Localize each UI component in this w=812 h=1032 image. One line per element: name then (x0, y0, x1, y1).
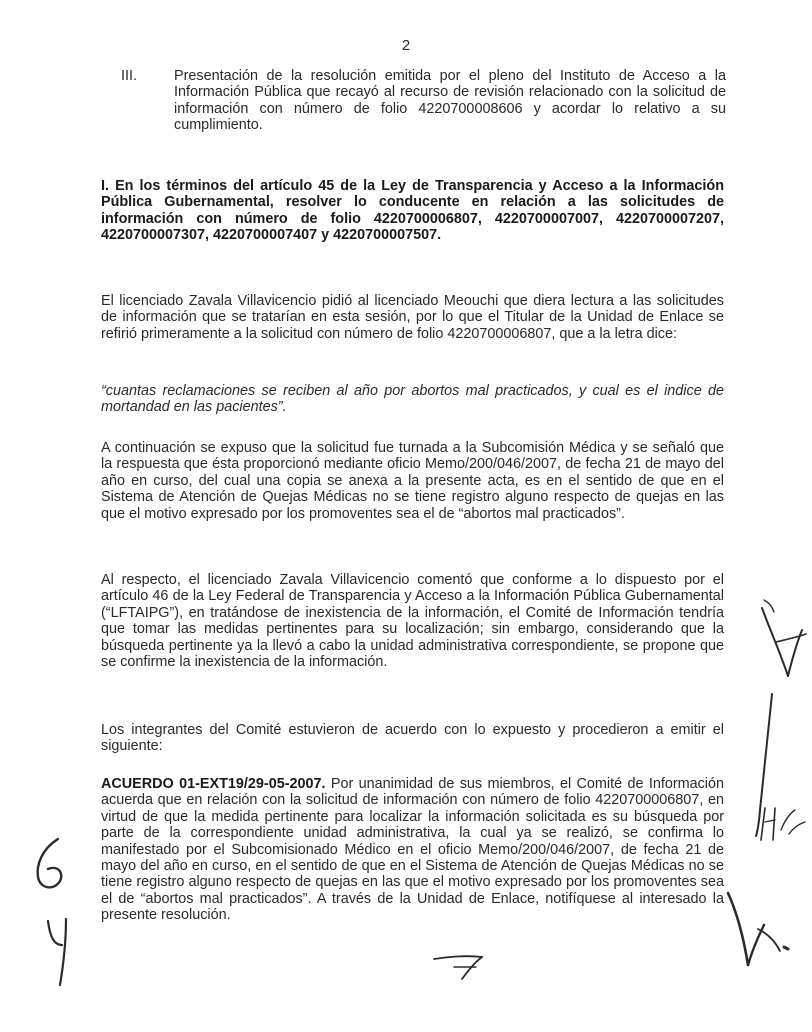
paragraph-request-reading: El licenciado Zavala Villavicencio pidió al licenciado Meouchi que diera lectura a las solicitudes de información que se tratarían en esta sesión, por lo que el Titular de la Unidad de Enlace se refirió primeramente a la solicitud con número de folio 4220700006807, que a la letra dice: (101, 293, 724, 342)
agenda-item-text: Presentación de la resolución emitida por el pleno del Instituto de Acceso a la Información Pública que recayó al recurso de revisión relacionado con la solicitud de información con número de folio 4220700008606 y acordar lo relativo a su cumplimiento. (174, 68, 726, 134)
signature-bottom-right (718, 885, 812, 985)
initial-y-left (40, 915, 80, 990)
paragraph-legal-basis: Al respecto, el licenciado Zavala Villavicencio comentó que conforme a lo dispuesto por el artículo 46 de la Ley Federal de Transparencia y Acceso a la Información Pública Gubernamental (“LFTAIPG”), en tratándose de inexistencia de la información, el Comité de Información tendría que tomar las medidas pertinentes para su localización; sin embargo, considerando que la búsqueda pertinente ya la llevó a cabo la unidad administrativa correspondiente, se propone que se confirme la inexistencia de la información. (101, 572, 724, 671)
signature-initials-right (755, 800, 812, 850)
agreement-text: Por unanimidad de sus miembros, el Comité de Información acuerda que en relación con la solicitud de información con número de folio 4220700006807, en virtud de que la medida pertinente para localizar la información solicitada es su búsqueda por parte de la correspondiente unidad administrativa, la cual ya se realizó, se confirma lo manifestado por el Subcomisionado Médico en el oficio Memo/200/046/2007, de fecha 21 de mayo del año en curso, en el sentido de que en el Sistema de Atención de Quejas Médicas no se tiene registro alguno respecto de quejas en las que el motivo expresado por los promoventes sea el de “abortos mal practicados”. A través de la Unidad de Enlace, notifíquese al interesado la presente resolución. (101, 776, 725, 924)
page-number: 2 (401, 37, 411, 54)
paragraph-committee-agreement: Los integrantes del Comité estuvieron de acuerdo con lo expuesto y procedieron a emitir el siguiente: (101, 722, 724, 755)
paragraph-subcommission-response: A continuación se expuso que la solicitud fue turnada a la Subcomisión Médica y se señaló que la respuesta que ésta proporcionó mediante oficio Memo/200/046/2007, de fecha 21 de mayo del año en curso, del cual una copia se anexa a la presente acta, es en el sentido de que en el Sistema de Atención de Quejas Médicas no se tiene registro alguno respecto de quejas en las que el motivo expresado por los promoventes sea el de “abortos mal practicados”. (101, 440, 724, 522)
initial-six-left (28, 835, 74, 895)
section-heading: I. En los términos del artículo 45 de la Ley de Transparencia y Acceso a la Información Pública Gubernamental, resolver lo conducente en relación a las solicitudes de información con número de folio 4220700006807, 4220700007007, 4220700007207, 4220700007307, 4220700007407 y 4220700007507. (101, 178, 724, 244)
initial-seven-inline (430, 945, 490, 981)
request-quote: “cuantas reclamaciones se reciben al año por abortos mal practicados, y cual es el indice de mortandad en las pacientes”. (101, 383, 724, 416)
signature-top-right (750, 590, 812, 690)
agreement-label: ACUERDO 01-EXT19/29-05-2007. (101, 776, 326, 792)
agenda-item-numeral: III. (121, 68, 137, 84)
agreement-paragraph (101, 776, 724, 924)
